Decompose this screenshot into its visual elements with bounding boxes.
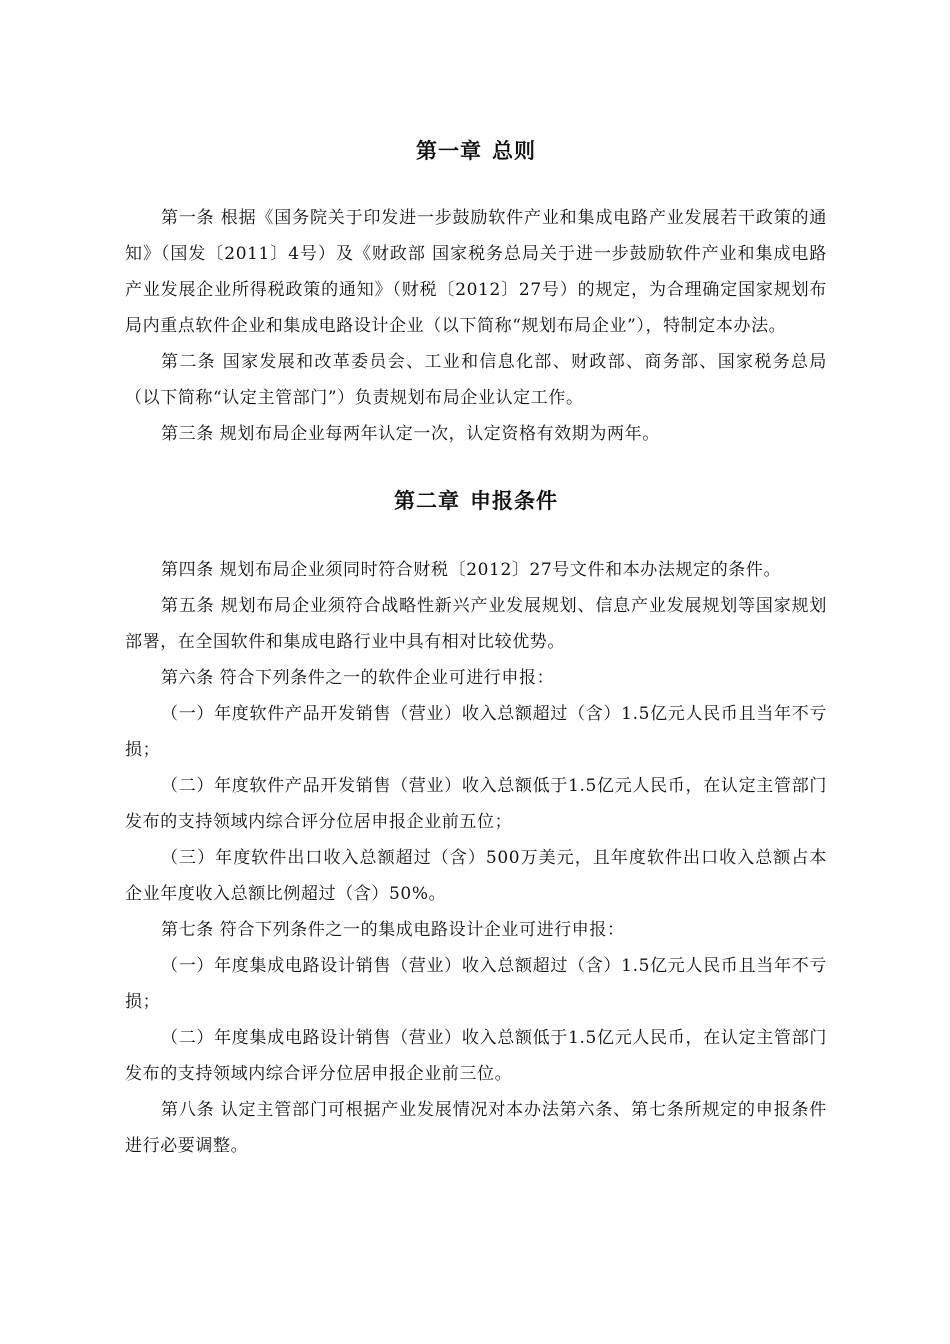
chapter-2-number: 第二章 — [394, 489, 460, 513]
chapter-1-name: 总则 — [492, 139, 536, 163]
article-7-item-1: （一）年度集成电路设计销售（营业）收入总额超过（含）1.5亿元人民币且当年不亏损； — [125, 956, 827, 1012]
article-7: 第七条 符合下列条件之一的集成电路设计企业可进行申报： — [161, 920, 625, 940]
article-6-item-1: （一）年度软件产品开发销售（营业）收入总额超过（含）1.5亿元人民币且当年不亏损； — [125, 704, 827, 760]
article-1: 第一条 根据《国务院关于印发进一步鼓励软件产业和集成电路产业发展若干政策的通知》（国发〔2011〕4号）及《财政部 国家税务总局关于进一步鼓励软件产业和集成电路产业发展企业所得税政策的通知》（财税〔2012〕27号）的规定，为合理确定国家规划布局内重点软件企业和集成电路设计企业（以下简称“规划布局企业”），特制定本办法。 — [125, 208, 827, 336]
article-6-item-2: （二）年度软件产品开发销售（营业）收入总额低于1.5亿元人民币，在认定主管部门发布的支持领域内综合评分位居申报企业前五位； — [125, 776, 827, 832]
chapter-2-title — [125, 478, 827, 524]
document-page — [125, 128, 827, 1164]
chapter-2-name: 申报条件 — [470, 489, 558, 513]
article-6: 第六条 符合下列条件之一的软件企业可进行申报： — [161, 668, 555, 688]
article-3: 第三条 规划布局企业每两年认定一次，认定资格有效期为两年。 — [161, 424, 660, 444]
article-4: 第四条 规划布局企业须同时符合财税〔2012〕27号文件和本办法规定的条件。 — [161, 560, 782, 580]
article-6-item-3: （三）年度软件出口收入总额超过（含）500万美元，且年度软件出口收入总额占本企业年度收入总额比例超过（含）50%。 — [125, 848, 827, 904]
article-7-item-2: （二）年度集成电路设计销售（营业）收入总额低于1.5亿元人民币，在认定主管部门发布的支持领域内综合评分位居申报企业前三位。 — [125, 1028, 827, 1084]
chapter-1-number: 第一章 — [416, 139, 482, 163]
article-5: 第五条 规划布局企业须符合战略性新兴产业发展规划、信息产业发展规划等国家规划部署，在全国软件和集成电路行业中具有相对比较优势。 — [125, 596, 827, 652]
article-2: 第二条 国家发展和改革委员会、工业和信息化部、财政部、商务部、国家税务总局（以下简称“认定主管部门”）负责规划布局企业认定工作。 — [125, 352, 827, 408]
article-8: 第八条 认定主管部门可根据产业发展情况对本办法第六条、第七条所规定的申报条件进行必要调整。 — [125, 1100, 827, 1156]
chapter-1-title — [125, 128, 827, 174]
